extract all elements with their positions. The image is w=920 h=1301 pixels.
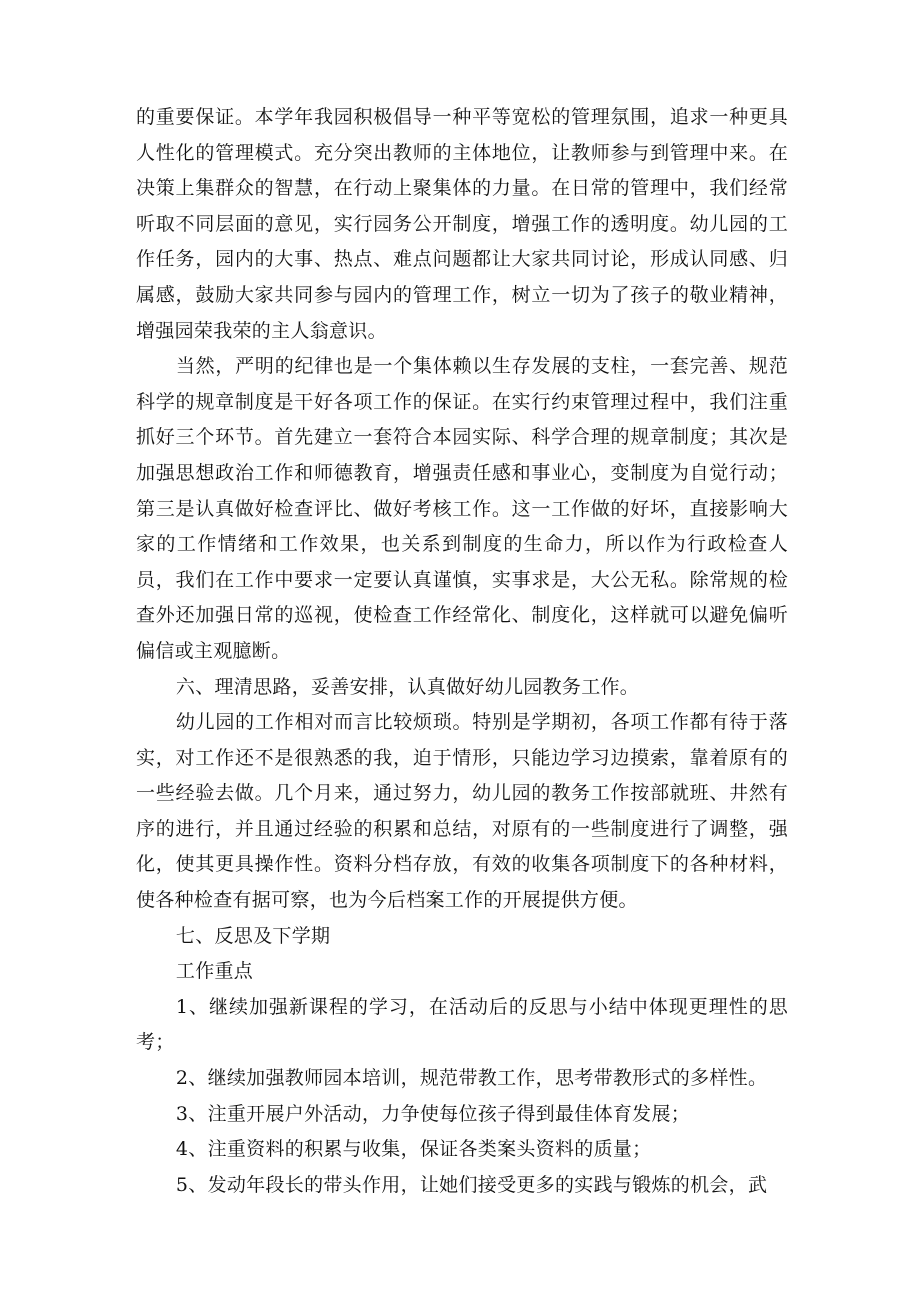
paragraph-management-atmosphere: 的重要保证。本学年我园积极倡导一种平等宽松的管理氛围，追求一种更具人性化的管理模式。充分突出教师的主体地位，让教师参与到管理中来。在决策上集群众的智慧，在行动上聚集体的力量。在日常的管理中，我们经常听取不同层面的意见，实行园务公开制度，增强工作的透明度。幼儿园的工作任务，园内的大事、热点、难点问题都让大家共同讨论，形成认同感、归属感，鼓励大家共同参与园内的管理工作，树立一切为了孩子的敬业精神，增强园荣我荣的主人翁意识。: [136, 106, 788, 342]
list-item-1: 1、继续加强新课程的学习，在活动后的反思与小结中体现更理性的思考；: [136, 995, 788, 1054]
document-page: [136, 100, 788, 1203]
section-heading-seven: 七、反思及下学期: [175, 924, 331, 947]
paragraph-academic-affairs: 幼儿园的工作相对而言比较烦琐。特别是学期初，各项工作都有待于落实，对工作还不是很熟悉的我，迫于情形，只能边学习边摸索，靠着原有的一些经验去做。几个月来，通过努力，幼儿园的教务工作按部就班、井然有序的进行，并且通过经验的积累和总结，对原有的一些制度进行了调整，强化，使其更具操作性。资料分档存放，有效的收集各项制度下的各种材料，使各种检查有据可察，也为今后档案工作的开展提供方便。: [136, 711, 788, 912]
list-item-2: 2、继续加强教师园本培训，规范带教工作，思考带教形式的多样性。: [175, 1067, 768, 1090]
list-item-4: 4、注重资料的积累与收集，保证各类案头资料的质量；: [175, 1138, 652, 1161]
paragraph-discipline-rules: 当然，严明的纪律也是一个集体赖以生存发展的支柱，一套完善、规范科学的规章制度是干好各项工作的保证。在实行约束管理过程中，我们注重抓好三个环节。首先建立一套符合本园实际、科学合理的规章制度；其次是加强思想政治工作和师德教育，增强责任感和事业心，变制度为自觉行动；第三是认真做好检查评比、做好考核工作。这一工作做的好坏，直接影响大家的工作情绪和工作效果，也关系到制度的生命力，所以作为行政检查人员，我们在工作中要求一定要认真谨慎，实事求是，大公无私。除常规的检查外还加强日常的巡视，使检查工作经常化、制度化，这样就可以避免偏听偏信或主观臆断。: [136, 355, 788, 662]
list-item-5: 5、发动年段长的带头作用，让她们接受更多的实践与锻炼的机会，武: [175, 1173, 768, 1196]
list-item-3: 3、注重开展户外活动，力争使每位孩子得到最佳体育发展；: [175, 1102, 691, 1125]
section-heading-six: 六、理清思路，妥善安排，认真做好幼儿园教务工作。: [175, 675, 640, 698]
subheading-work-focus: 工作重点: [175, 960, 254, 983]
